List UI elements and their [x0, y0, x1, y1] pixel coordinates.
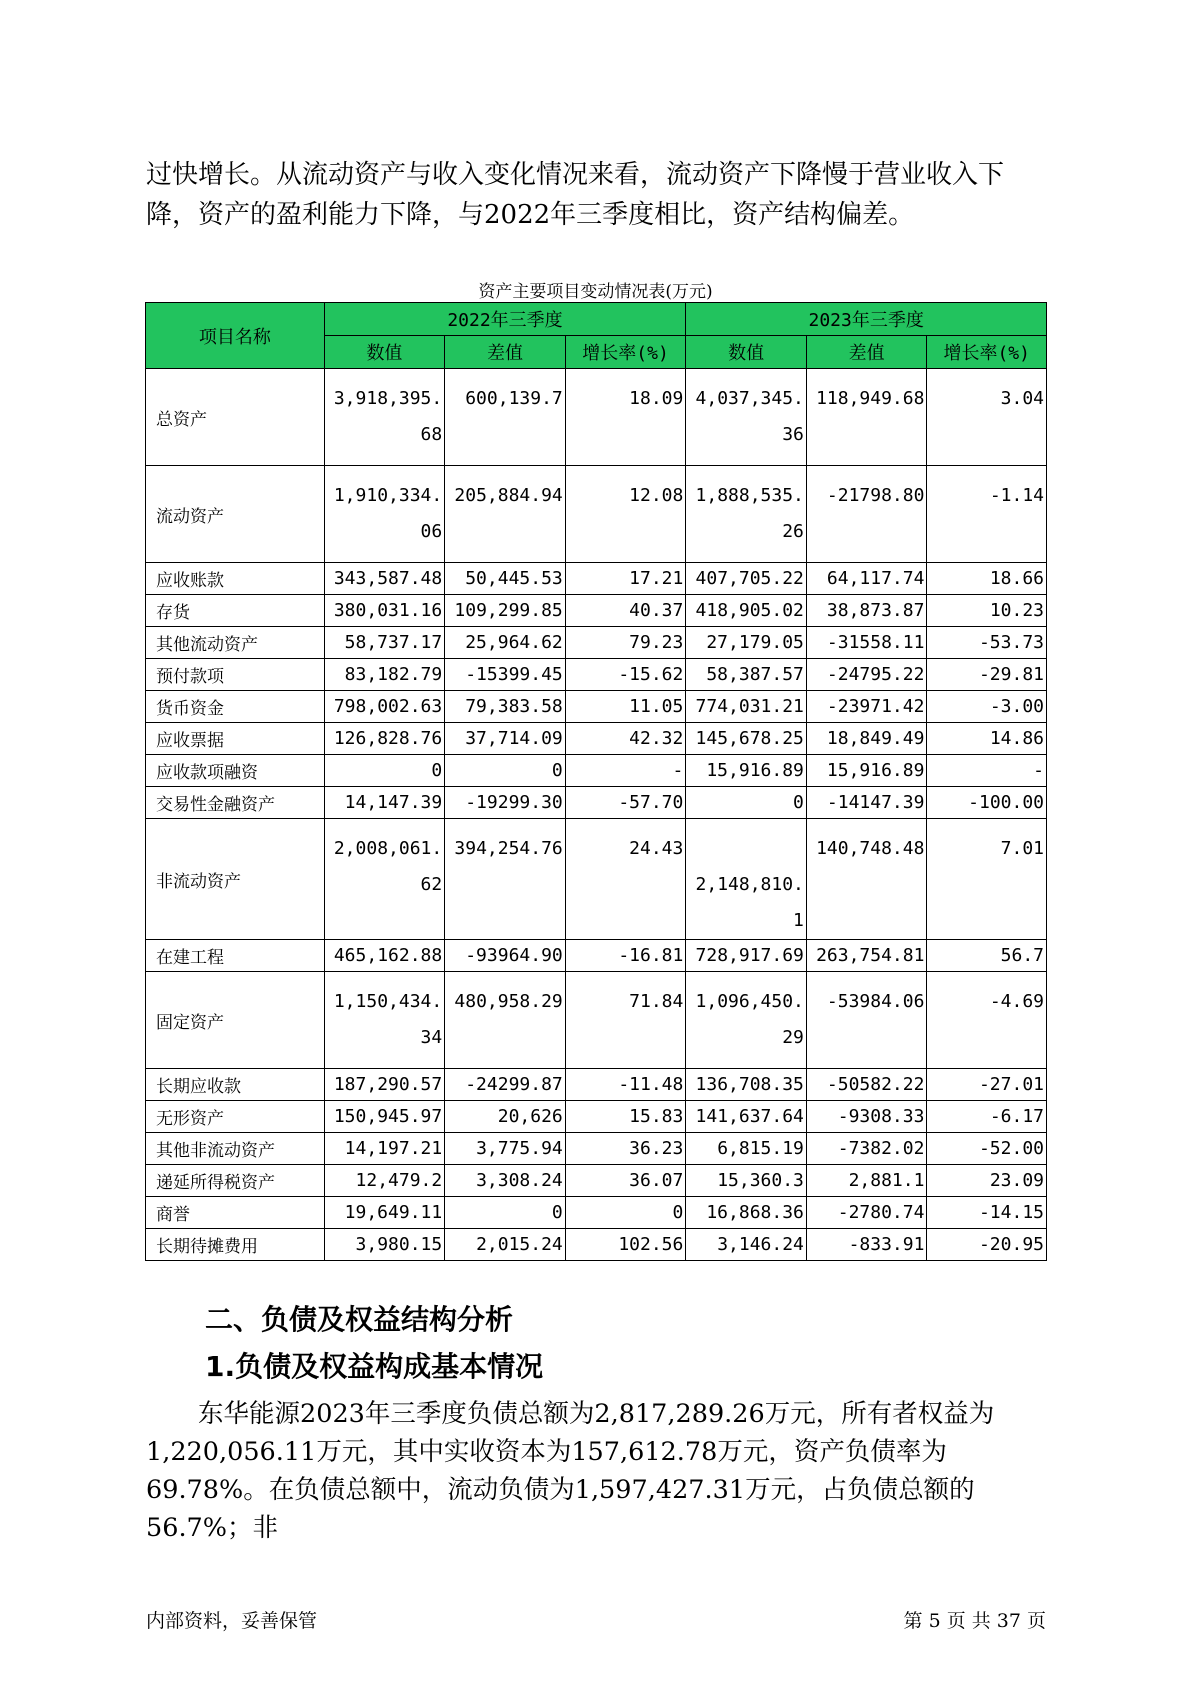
cell-d1: 3,775.94 — [476, 1138, 563, 1159]
row-item-name: 递延所得税资产 — [146, 1165, 325, 1197]
cell-d2: 38,873.87 — [826, 600, 925, 621]
row-item-name: 在建工程 — [146, 940, 325, 972]
cell-v1: 19,649.11 — [344, 1202, 443, 1223]
table-row — [146, 627, 1047, 659]
cell-d1: 20,626 — [497, 1106, 563, 1127]
table-row — [146, 1197, 1047, 1229]
cell-d2: -53984.06 — [826, 991, 925, 1012]
row-item-name: 应收款项融资 — [146, 755, 325, 787]
cell-v2: 58,387.57 — [706, 664, 804, 685]
table-row — [146, 1101, 1047, 1133]
cell-v1: 187,290.57 — [333, 1074, 443, 1095]
table-row — [146, 1229, 1047, 1261]
cell-g2: -6.17 — [989, 1106, 1044, 1127]
cell-v2: 3,146.24 — [717, 1234, 804, 1255]
cell-g1: 79.23 — [629, 632, 684, 653]
cell-v1: 58,737.17 — [344, 632, 443, 653]
row-item-name: 商誉 — [146, 1197, 325, 1229]
cell-d2: 140,748.48 — [816, 838, 925, 859]
table-row — [146, 819, 1047, 940]
cell-g1: 12.08 — [629, 485, 684, 506]
cell-v1: 0 — [431, 760, 443, 781]
cell-v1: 1,150,434.34 — [333, 991, 443, 1048]
cell-v2: 1,888,535.26 — [695, 485, 804, 542]
cell-d2: 15,916.89 — [826, 760, 925, 781]
cell-d2: 118,949.68 — [816, 388, 925, 409]
cell-v2: 728,917.69 — [695, 945, 804, 966]
cell-g2: - — [1033, 760, 1044, 781]
cell-d2: -24795.22 — [826, 664, 925, 685]
row-item-name: 其他流动资产 — [146, 627, 325, 659]
cell-v2: 418,905.02 — [695, 600, 804, 621]
row-item-name: 长期待摊费用 — [146, 1229, 325, 1261]
row-item-name: 其他非流动资产 — [146, 1133, 325, 1165]
table-row — [146, 691, 1047, 723]
header-period-2022: 2022年三季度 — [324, 303, 686, 336]
row-item-name: 预付款项 — [146, 659, 325, 691]
cell-d2: -23971.42 — [826, 696, 925, 717]
cell-g2: -20.95 — [978, 1234, 1044, 1255]
cell-g1: 36.23 — [629, 1138, 684, 1159]
cell-g2: -3.00 — [989, 696, 1044, 717]
table-row — [146, 563, 1047, 595]
cell-g1: -16.81 — [618, 945, 684, 966]
header-period-2023: 2023年三季度 — [686, 303, 1047, 336]
cell-d1: 0 — [551, 760, 563, 781]
footer-confidential: 内部资料，妥善保管 — [146, 1610, 318, 1632]
cell-g2: -27.01 — [978, 1074, 1044, 1095]
row-item-name: 交易性金融资产 — [146, 787, 325, 819]
cell-d2: -833.91 — [848, 1234, 925, 1255]
header-value: 数值 — [324, 336, 445, 369]
cell-d1: -15399.45 — [465, 664, 563, 685]
cell-d1: -93964.90 — [465, 945, 563, 966]
cell-v1: 126,828.76 — [333, 728, 443, 749]
cell-g2: 10.23 — [989, 600, 1044, 621]
cell-g1: 0 — [672, 1202, 684, 1223]
cell-d1: 109,299.85 — [454, 600, 563, 621]
table-row — [146, 755, 1047, 787]
cell-g1: -11.48 — [618, 1074, 684, 1095]
cell-g2: -14.15 — [978, 1202, 1044, 1223]
header-growth: 增长率(%) — [927, 336, 1047, 369]
table-row — [146, 1069, 1047, 1101]
cell-g2: 3.04 — [1000, 388, 1044, 409]
cell-d1: 394,254.76 — [454, 838, 563, 859]
cell-v2: 407,705.22 — [695, 568, 804, 589]
table-row — [146, 940, 1047, 972]
section-heading: 二、负债及权益结构分析 — [205, 1303, 514, 1336]
cell-d1: 25,964.62 — [465, 632, 563, 653]
cell-v1: 343,587.48 — [333, 568, 443, 589]
cell-g1: 18.09 — [629, 388, 684, 409]
cell-g1: 71.84 — [629, 991, 684, 1012]
cell-g2: -100.00 — [968, 792, 1044, 813]
cell-d2: -2780.74 — [837, 1202, 925, 1223]
cell-g1: - — [672, 760, 684, 781]
header-diff: 差值 — [806, 336, 927, 369]
cell-g2: 56.7 — [1000, 945, 1044, 966]
cell-v2: 774,031.21 — [695, 696, 804, 717]
cell-d1: 480,958.29 — [454, 991, 563, 1012]
cell-v2: 4,037,345.36 — [695, 388, 804, 445]
table-row — [146, 1133, 1047, 1165]
table-row — [146, 1165, 1047, 1197]
cell-g2: 18.66 — [989, 568, 1044, 589]
cell-v1: 465,162.88 — [333, 945, 443, 966]
cell-d1: 0 — [551, 1202, 563, 1223]
cell-v2: 15,360.3 — [717, 1170, 804, 1191]
cell-g1: -57.70 — [618, 792, 684, 813]
row-item-name: 应收票据 — [146, 723, 325, 755]
table-row — [146, 466, 1047, 563]
asset-change-table — [145, 302, 1047, 1261]
cell-d1: 205,884.94 — [454, 485, 563, 506]
body-paragraph: 东华能源2023年三季度负债总额为2,817,289.26万元，所有者权益为1,220,056.11万元，其中实收资本为157,612.78万元，资产负债率为69.78%。在负债总额中，流动负债为1,597,427.31万元，占负债总额的56.7%；非 — [146, 1399, 995, 1543]
cell-v1: 798,002.63 — [333, 696, 443, 717]
table-row — [146, 369, 1047, 466]
cell-d1: 3,308.24 — [476, 1170, 563, 1191]
cell-d2: -50582.22 — [826, 1074, 925, 1095]
cell-v2: 1,096,450.29 — [695, 991, 804, 1048]
cell-v2: 141,637.64 — [695, 1106, 804, 1127]
cell-v2: 16,868.36 — [706, 1202, 804, 1223]
cell-g1: 15.83 — [629, 1106, 684, 1127]
row-item-name: 货币资金 — [146, 691, 325, 723]
row-item-name: 长期应收款 — [146, 1069, 325, 1101]
cell-v2: 15,916.89 — [706, 760, 804, 781]
header-value: 数值 — [686, 336, 807, 369]
cell-d2: 18,849.49 — [826, 728, 925, 749]
cell-v1: 14,197.21 — [344, 1138, 443, 1159]
cell-v1: 14,147.39 — [344, 792, 443, 813]
cell-v2: 6,815.19 — [717, 1138, 804, 1159]
cell-d1: 2,015.24 — [476, 1234, 563, 1255]
cell-d2: -31558.11 — [826, 632, 925, 653]
cell-d2: -14147.39 — [826, 792, 925, 813]
row-item-name: 非流动资产 — [146, 819, 325, 940]
cell-v1: 380,031.16 — [333, 600, 443, 621]
cell-g2: 23.09 — [989, 1170, 1044, 1191]
row-item-name: 存货 — [146, 595, 325, 627]
cell-g2: -1.14 — [989, 485, 1044, 506]
cell-d2: -21798.80 — [826, 485, 925, 506]
cell-g2: -4.69 — [989, 991, 1044, 1012]
cell-d1: 37,714.09 — [465, 728, 563, 749]
cell-g2: -29.81 — [978, 664, 1044, 685]
row-item-name: 无形资产 — [146, 1101, 325, 1133]
cell-g2: -53.73 — [978, 632, 1044, 653]
cell-g1: 17.21 — [629, 568, 684, 589]
cell-v1: 150,945.97 — [333, 1106, 443, 1127]
intro-paragraph: 过快增长。从流动资产与收入变化情况来看，流动资产下降慢于营业收入下降，资产的盈利能力下降，与2022年三季度相比，资产结构偏差。 — [146, 160, 1005, 230]
cell-d2: 64,117.74 — [826, 568, 925, 589]
cell-v2: 2,148,810.1 — [695, 874, 804, 931]
cell-d2: 2,881.1 — [848, 1170, 925, 1191]
table-row — [146, 595, 1047, 627]
cell-g1: 40.37 — [629, 600, 684, 621]
cell-d1: 50,445.53 — [465, 568, 563, 589]
cell-g1: 11.05 — [629, 696, 684, 717]
cell-g1: -15.62 — [618, 664, 684, 685]
cell-g2: -52.00 — [978, 1138, 1044, 1159]
footer-page-number: 第 5 页 共 37 页 — [903, 1610, 1046, 1632]
cell-d1: -24299.87 — [465, 1074, 563, 1095]
header-growth: 增长率(%) — [565, 336, 686, 369]
cell-v2: 136,708.35 — [695, 1074, 804, 1095]
cell-v1: 3,980.15 — [355, 1234, 443, 1255]
cell-v2: 145,678.25 — [695, 728, 804, 749]
table-row — [146, 659, 1047, 691]
header-diff: 差值 — [445, 336, 566, 369]
cell-d2: 263,754.81 — [816, 945, 925, 966]
cell-d2: -7382.02 — [837, 1138, 925, 1159]
cell-d2: -9308.33 — [837, 1106, 925, 1127]
cell-d1: 79,383.58 — [465, 696, 563, 717]
cell-v1: 83,182.79 — [344, 664, 443, 685]
cell-g2: 7.01 — [1000, 838, 1044, 859]
row-item-name: 固定资产 — [146, 972, 325, 1069]
cell-d1: 600,139.7 — [465, 388, 563, 409]
table-row — [146, 787, 1047, 819]
cell-g1: 36.07 — [629, 1170, 684, 1191]
cell-v2: 0 — [793, 792, 804, 813]
cell-g1: 24.43 — [629, 838, 684, 859]
header-item-name: 项目名称 — [146, 303, 325, 369]
cell-v1: 2,008,061.62 — [333, 838, 443, 895]
cell-v2: 27,179.05 — [706, 632, 804, 653]
cell-g1: 42.32 — [629, 728, 684, 749]
table-row — [146, 723, 1047, 755]
cell-v1: 1,910,334.06 — [333, 485, 443, 542]
table-body — [146, 369, 1047, 1261]
table-row — [146, 972, 1047, 1069]
row-item-name: 总资产 — [146, 369, 325, 466]
cell-v1: 3,918,395.68 — [333, 388, 443, 445]
table-caption: 资产主要项目变动情况表(万元) — [478, 282, 713, 302]
cell-v1: 12,479.2 — [355, 1170, 443, 1191]
cell-g2: 14.86 — [989, 728, 1044, 749]
row-item-name: 流动资产 — [146, 466, 325, 563]
subsection-heading: 1.负债及权益构成基本情况 — [205, 1350, 544, 1383]
cell-g1: 102.56 — [618, 1234, 684, 1255]
row-item-name: 应收账款 — [146, 563, 325, 595]
cell-d1: -19299.30 — [465, 792, 563, 813]
